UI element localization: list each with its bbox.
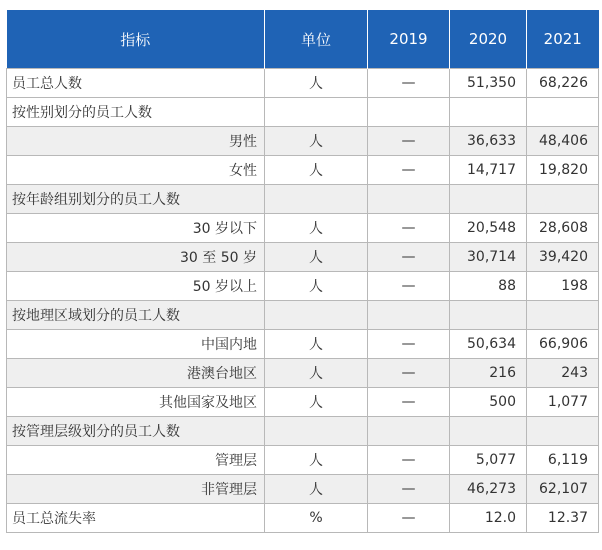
row-value-2020: 14,717 bbox=[450, 156, 527, 185]
row-value-2021: 48,406 bbox=[527, 127, 599, 156]
row-label: 员工总人数 bbox=[7, 69, 265, 98]
row-value-2019: — bbox=[368, 127, 450, 156]
table-header-row bbox=[7, 10, 599, 69]
table-row bbox=[7, 214, 599, 243]
row-value-2020: 500 bbox=[450, 388, 527, 417]
row-value-2019: — bbox=[368, 475, 450, 504]
table-row bbox=[7, 388, 599, 417]
row-value-2019: — bbox=[368, 272, 450, 301]
row-label: 港澳台地区 bbox=[7, 359, 265, 388]
row-value-2019: — bbox=[368, 330, 450, 359]
table-row bbox=[7, 330, 599, 359]
row-label: 30 至 50 岁 bbox=[7, 243, 265, 272]
row-value-2021: 243 bbox=[527, 359, 599, 388]
row-unit: 人 bbox=[265, 156, 368, 185]
row-value-2019: — bbox=[368, 446, 450, 475]
row-value-2020: 46,273 bbox=[450, 475, 527, 504]
row-unit: 人 bbox=[265, 243, 368, 272]
header-2019: 2019 bbox=[368, 10, 450, 69]
row-value-2020: 36,633 bbox=[450, 127, 527, 156]
row-value-2020: 51,350 bbox=[450, 69, 527, 98]
row-unit: 人 bbox=[265, 127, 368, 156]
row-value-2020: 216 bbox=[450, 359, 527, 388]
category-label: 按性别划分的员工人数 bbox=[7, 98, 265, 127]
header-2021: 2021 bbox=[527, 10, 599, 69]
category-label: 按年龄组别划分的员工人数 bbox=[7, 185, 265, 214]
row-unit: 人 bbox=[265, 330, 368, 359]
row-value-2019: — bbox=[368, 359, 450, 388]
row-value-2020: 20,548 bbox=[450, 214, 527, 243]
header-indicator: 指标 bbox=[7, 10, 265, 69]
row-value-2021: 68,226 bbox=[527, 69, 599, 98]
table-row bbox=[7, 272, 599, 301]
row-value-2021: 19,820 bbox=[527, 156, 599, 185]
row-label: 女性 bbox=[7, 156, 265, 185]
table-row bbox=[7, 243, 599, 272]
row-label: 50 岁以上 bbox=[7, 272, 265, 301]
row-value-2021: 28,608 bbox=[527, 214, 599, 243]
category-row bbox=[7, 185, 599, 214]
row-value-2021: 62,107 bbox=[527, 475, 599, 504]
row-value-2021: 1,077 bbox=[527, 388, 599, 417]
row-label: 非管理层 bbox=[7, 475, 265, 504]
table-row bbox=[7, 446, 599, 475]
category-label: 按管理层级划分的员工人数 bbox=[7, 417, 265, 446]
row-value-2019: — bbox=[368, 69, 450, 98]
row-value-2021: 6,119 bbox=[527, 446, 599, 475]
header-unit: 单位 bbox=[265, 10, 368, 69]
row-value-2021: 39,420 bbox=[527, 243, 599, 272]
row-value-2021: 198 bbox=[527, 272, 599, 301]
category-row bbox=[7, 98, 599, 127]
table-row bbox=[7, 475, 599, 504]
row-unit: 人 bbox=[265, 388, 368, 417]
row-label: 男性 bbox=[7, 127, 265, 156]
row-value-2019: — bbox=[368, 156, 450, 185]
row-label: 员工总流失率 bbox=[7, 504, 265, 533]
table-row bbox=[7, 69, 599, 98]
row-value-2020: 88 bbox=[450, 272, 527, 301]
employee-data-table bbox=[6, 10, 599, 533]
category-row bbox=[7, 301, 599, 330]
row-unit: % bbox=[265, 504, 368, 533]
header-2020: 2020 bbox=[450, 10, 527, 69]
row-value-2021: 12.37 bbox=[527, 504, 599, 533]
row-value-2020: 50,634 bbox=[450, 330, 527, 359]
table-row bbox=[7, 504, 599, 533]
row-value-2019: — bbox=[368, 243, 450, 272]
row-value-2020: 5,077 bbox=[450, 446, 527, 475]
category-label: 按地理区域划分的员工人数 bbox=[7, 301, 265, 330]
row-label: 30 岁以下 bbox=[7, 214, 265, 243]
table-row bbox=[7, 127, 599, 156]
row-label: 中国内地 bbox=[7, 330, 265, 359]
table-row bbox=[7, 156, 599, 185]
row-value-2020: 12.0 bbox=[450, 504, 527, 533]
row-unit: 人 bbox=[265, 475, 368, 504]
row-value-2019: — bbox=[368, 504, 450, 533]
row-label: 管理层 bbox=[7, 446, 265, 475]
row-value-2019: — bbox=[368, 388, 450, 417]
row-unit: 人 bbox=[265, 272, 368, 301]
row-unit: 人 bbox=[265, 69, 368, 98]
row-value-2020: 30,714 bbox=[450, 243, 527, 272]
category-row bbox=[7, 417, 599, 446]
table-row bbox=[7, 359, 599, 388]
row-unit: 人 bbox=[265, 214, 368, 243]
row-value-2019: — bbox=[368, 214, 450, 243]
row-label: 其他国家及地区 bbox=[7, 388, 265, 417]
row-value-2021: 66,906 bbox=[527, 330, 599, 359]
row-unit: 人 bbox=[265, 359, 368, 388]
row-unit: 人 bbox=[265, 446, 368, 475]
